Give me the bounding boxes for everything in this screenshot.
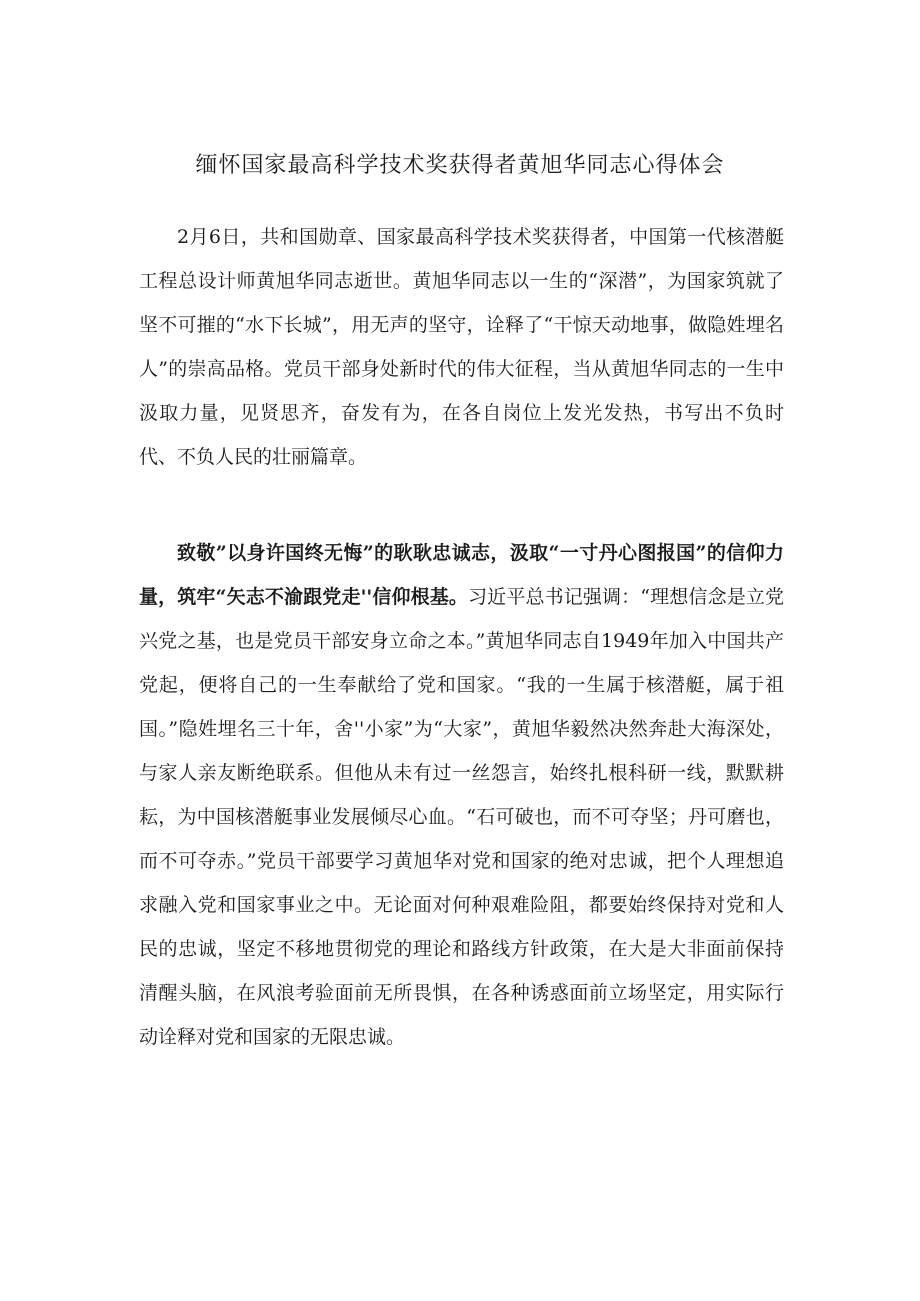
- paragraph-intro: 2月6日，共和国勋章、国家最高科学技术奖获得者，中国第一代核潜艇工程总设计师黄旭华同志逝世。黄旭华同志以一生的“深潜”，为国家筑就了坚不可摧的“水下长城”，用无声的坚守，诠释了“干惊天动地事，做隐姓埋名人”的崇高品格。党员干部身处新时代的伟大征程，当从黄旭华同志的一生中汲取力量，见贤思齐，奋发有为，在各自岗位上发光发热，书写出不负时代、不负人民的壮丽篇章。: [139, 226, 784, 468]
- paragraph-body: 习近平总书记强调：“理想信念是立党兴党之基，也是党员干部安身立命之本。”黄旭华同志自1949年加入中国共产党起，便将自己的一生奉献给了党和国家。“我的一生属于核潜艇，属于祖国。”隐姓埋名三十年，舍''小家”为“大家”，黄旭华毅然决然奔赴大海深处，与家人亲友断绝联系。但他从未有过一丝怨言，始终扎根科研一线，默默耕耘，为中国核潜艇事业发展倾尽心血。“石可破也，而不可夺坚；丹可磨也，而不可夺赤。”党员干部要学习黄旭华对党和国家的绝对忠诚，把个人理想追求融入党和国家事业之中。无论面对何种艰难险阻，都要始终保持对党和人民的忠诚，坚定不移地贯彻党的理论和路线方针政策，在大是大非面前保持清醒头脑，在风浪考验面前无所畏惧，在各种诱惑面前立场坚定，用实际行动诠释对党和国家的无限忠诚。: [139, 586, 784, 1048]
- paragraph-loyalty: [139, 531, 784, 1059]
- document-title: 缅怀国家最高科学技术奖获得者黄旭华同志心得体会: [195, 153, 725, 178]
- paragraph-heading-bold: 致敬”以身许国终无悔”的耿耿忠诚志，汲取“一寸丹心图报国”的信仰力量，筑牢“矢志不渝跟党走''信仰根基。: [139, 542, 784, 608]
